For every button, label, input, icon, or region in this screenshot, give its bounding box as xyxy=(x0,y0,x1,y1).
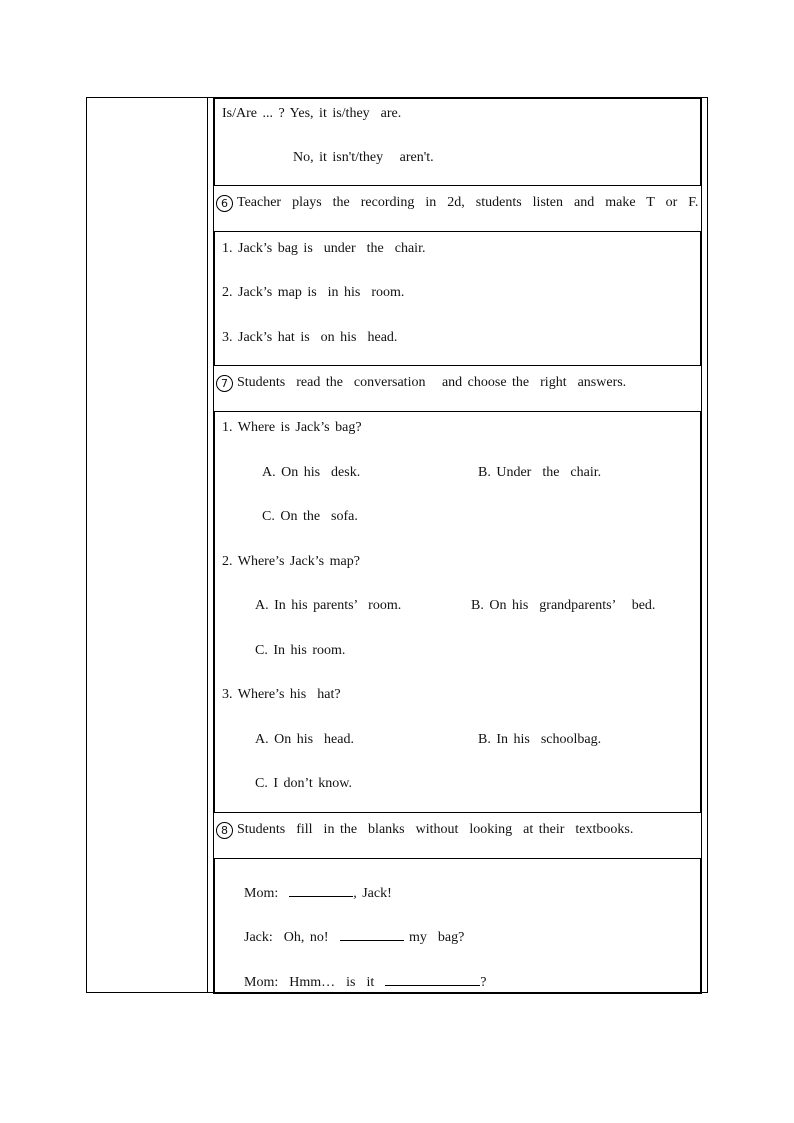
question-3-option-b: B. In his schoolbag. xyxy=(478,732,602,747)
tf-item: 2. Jack’s map is in his room. xyxy=(222,285,405,300)
dialogue-text: my bag? xyxy=(403,930,465,945)
column-divider xyxy=(701,97,702,993)
dialogue-line-2 xyxy=(222,911,464,962)
blank-1[interactable] xyxy=(289,883,353,897)
step-7-instruction xyxy=(216,374,626,392)
step-8-text: Students fill in the blanks without looking at their textbooks. xyxy=(237,822,634,837)
question-3: 3. Where’s his hat? xyxy=(222,687,341,702)
question-2-option-c: C. In his room. xyxy=(255,643,346,658)
question-2: 2. Where’s Jack’s map? xyxy=(222,554,360,569)
circled-number-8: 8 xyxy=(216,822,233,839)
question-1-option-c: C. On the sofa. xyxy=(262,509,358,524)
blank-2[interactable] xyxy=(340,927,404,941)
step-8-instruction xyxy=(216,821,633,839)
step-7-text: Students read the conversation and choose the right answers. xyxy=(237,375,627,390)
step-6-text: Teacher plays the recording in 2d, students listen and make T or F. xyxy=(237,195,699,210)
question-2-option-b: B. On his grandparents’ bed. xyxy=(471,598,656,613)
question-1-option-b: B. Under the chair. xyxy=(478,465,602,480)
tf-item: 1. Jack’s bag is under the chair. xyxy=(222,241,426,256)
question-3-option-a: A. On his head. xyxy=(255,732,354,747)
dialogue-text: ? xyxy=(480,975,487,990)
question-3-option-c: C. I don’t know. xyxy=(255,776,352,791)
blank-3[interactable] xyxy=(385,972,480,986)
question-2-option-a: A. In his parents’ room. xyxy=(255,598,402,613)
question-1-option-a: A. On his desk. xyxy=(262,465,361,480)
dialogue-line-3 xyxy=(222,956,486,1007)
dialogue-speaker-mom: Mom: xyxy=(244,886,290,901)
question-1: 1. Where is Jack’s bag? xyxy=(222,420,362,435)
step-6-instruction xyxy=(216,194,698,212)
circled-number-6: 6 xyxy=(216,195,233,212)
dialogue-speaker-jack: Jack: Oh, no! xyxy=(244,930,340,945)
grammar-line-yes: Is/Are ... ? Yes, it is/they are. xyxy=(222,106,402,121)
dialogue-speaker-mom: Mom: Hmm… is it xyxy=(244,975,386,990)
dialogue-text: , Jack! xyxy=(353,886,392,901)
grammar-line-no: No, it isn't/they aren't. xyxy=(293,150,434,165)
column-divider xyxy=(207,97,208,993)
circled-number-7: 7 xyxy=(216,375,233,392)
tf-item: 3. Jack’s hat is on his head. xyxy=(222,330,398,345)
